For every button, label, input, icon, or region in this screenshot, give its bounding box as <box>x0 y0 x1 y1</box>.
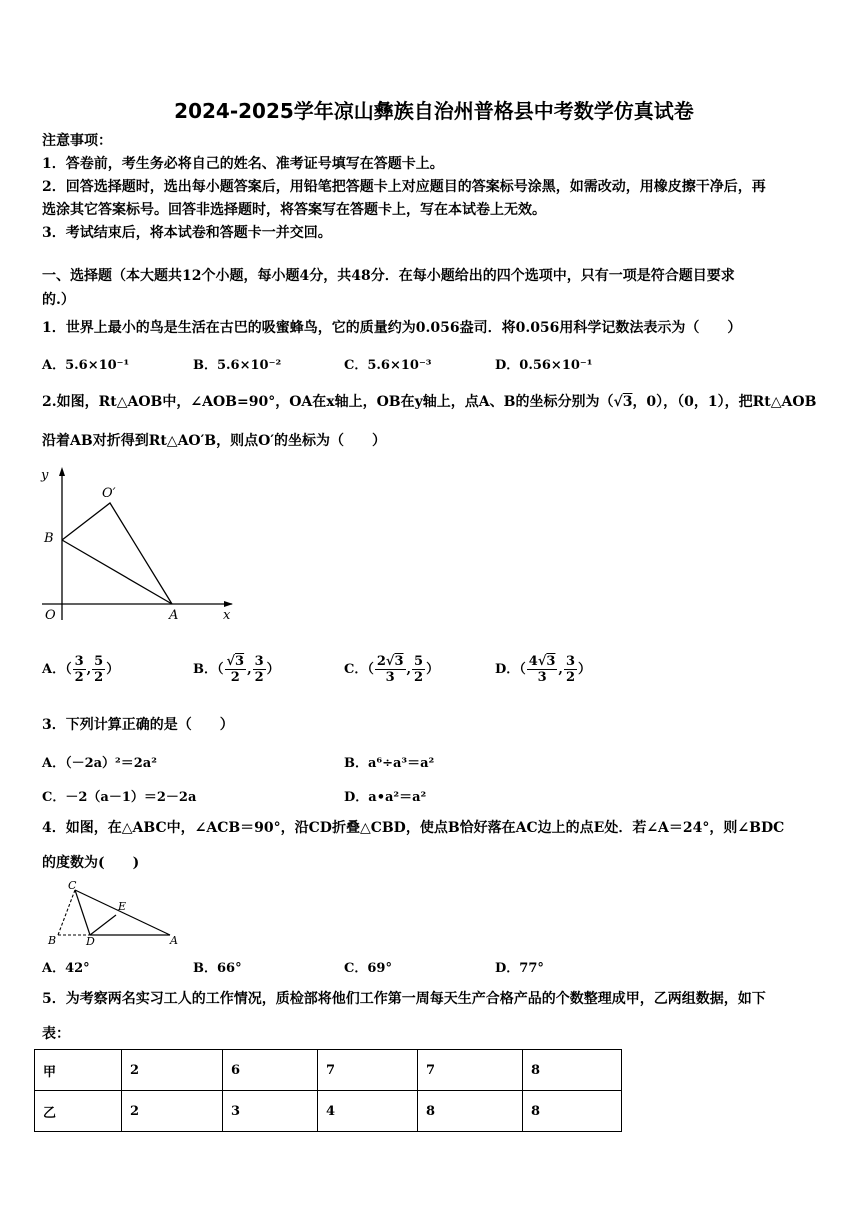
q4-figure <box>44 878 184 948</box>
q4-option-b: B．66° <box>193 961 242 976</box>
fraction <box>73 654 86 685</box>
numerator: 5 <box>414 654 424 669</box>
option-end: ） <box>426 662 440 677</box>
question-1-stem: 1．世界上最小的鸟是生活在古巴的吸蜜蜂鸟，它的质量约为0.056盎司．将0.056用科学记数法表示为（ ） <box>42 320 742 336</box>
option-end: ） <box>106 662 120 677</box>
section-heading-cont: 的.） <box>42 292 75 308</box>
table-cell: 7 <box>418 1050 523 1091</box>
sqrt-radicand: 3 <box>622 394 633 410</box>
table-cell: 8 <box>523 1050 622 1091</box>
label-e: E <box>118 900 127 913</box>
numerator <box>225 654 247 670</box>
sqrt-radicand: 3 <box>394 654 404 669</box>
numerator: 3 <box>565 654 575 669</box>
table-cell: 8 <box>418 1091 523 1132</box>
notice-item: 3．考试结束后，将本试卷和答题卡一并交回。 <box>42 225 332 241</box>
q3-option-b: B．a⁶÷a³＝a² <box>344 756 435 771</box>
fraction <box>564 654 577 685</box>
table-cell: 7 <box>318 1050 418 1091</box>
question-2-stem <box>42 392 816 412</box>
q2-option-d <box>495 654 591 685</box>
notice-item: 选涂其它答案标号。回答非选择题时，将答案写在答题卡上，写在本试卷上无效。 <box>42 202 546 218</box>
denominator: 2 <box>414 670 424 685</box>
coefficient: 2 <box>376 654 386 669</box>
y-axis-arrow <box>59 467 65 476</box>
coefficient: 4 <box>528 654 538 669</box>
numerator: 3 <box>74 654 84 669</box>
triangle-abo-prime <box>62 503 172 604</box>
sqrt-radicand: 3 <box>235 654 245 669</box>
table-cell: 乙 <box>35 1091 122 1132</box>
question-2-stem-cont: 沿着AB对折得到Rt△AO′B，则点O′的坐标为（ ） <box>42 433 387 449</box>
table-cell: 3 <box>223 1091 318 1132</box>
option-end: ） <box>578 662 592 677</box>
option-label: D．（ <box>495 662 526 677</box>
denominator: 2 <box>74 670 84 685</box>
fraction <box>412 654 425 685</box>
option-label: B．（ <box>193 662 224 677</box>
comma: , <box>558 662 563 677</box>
numerator: 5 <box>94 654 104 669</box>
option-label: A．（ <box>42 662 72 677</box>
question-4-stem: 4．如图，在△ABC中，∠ACB＝90°，沿CD折叠△CBD，使点B恰好落在AC边上的点E处．若∠A＝24°，则∠BDC <box>42 820 785 836</box>
q2-option-b <box>193 654 280 685</box>
label-d: D <box>86 935 95 948</box>
q4-option-a: A．42° <box>42 961 90 976</box>
denominator: 3 <box>385 670 395 685</box>
segment-cd <box>75 890 90 935</box>
fraction <box>253 654 266 685</box>
data-table <box>34 1049 622 1132</box>
label-b: B <box>48 934 57 947</box>
denominator: 2 <box>254 670 264 685</box>
notice-heading: 注意事项： <box>42 133 112 149</box>
sqrt-sign: √ <box>226 654 236 669</box>
notice-item: 2．回答选择题时，选出每小题答案后，用铅笔把答题卡上对应题目的答案标号涂黑，如需改动，用橡皮擦干净后，再 <box>42 179 766 195</box>
q4-option-c: C．69° <box>344 961 392 976</box>
sqrt-radicand: 3 <box>546 654 556 669</box>
comma: , <box>86 662 92 677</box>
label-b: B <box>44 531 54 546</box>
label-a: A <box>169 608 179 623</box>
sqrt-sign: √ <box>385 654 395 669</box>
q2-stem-part: ，0），（0，1），把Rt△AOB <box>632 394 817 410</box>
q2-option-c <box>344 654 439 685</box>
sqrt-sign: √ <box>537 654 547 669</box>
q4-option-d: D．77° <box>495 961 544 976</box>
label-y: y <box>41 468 49 483</box>
denominator: 3 <box>537 670 547 685</box>
label-o-prime: O′ <box>102 486 116 501</box>
comma: , <box>406 662 412 677</box>
label-o: O <box>45 608 56 623</box>
table-cell: 8 <box>523 1091 622 1132</box>
notice-item: 1．答卷前，考生务必将自己的姓名、准考证号填写在答题卡上。 <box>42 156 444 172</box>
q3-option-d: D．a•a²＝a² <box>344 790 427 805</box>
q1-option-b: B．5.6×10⁻² <box>193 358 282 373</box>
segment-cb-dashed <box>58 890 75 935</box>
x-axis-arrow <box>224 601 233 607</box>
q1-option-a: A．5.6×10⁻¹ <box>42 358 130 373</box>
question-3-stem: 3．下列计算正确的是（ ） <box>42 717 234 733</box>
numerator <box>375 654 406 670</box>
numerator <box>527 654 558 670</box>
comma: , <box>247 662 252 677</box>
q2-option-a <box>42 654 119 685</box>
sqrt-sign: √ <box>613 394 623 410</box>
section-heading: 一、选择题（本大题共12个小题，每小题4分，共48分．在每小题给出的四个选项中，只有一项是符合题目要求 <box>42 268 735 284</box>
fraction <box>527 654 558 685</box>
fraction <box>92 654 105 685</box>
segment-de <box>90 915 116 935</box>
label-c: C <box>68 879 77 892</box>
fraction <box>225 654 247 685</box>
q3-option-c: C．－2（a－1）＝2－2a <box>42 790 197 805</box>
denominator: 2 <box>94 670 104 685</box>
label-a: A <box>170 934 178 947</box>
label-x: x <box>223 608 231 623</box>
denominator: 2 <box>230 670 240 685</box>
table-row <box>35 1091 622 1132</box>
denominator: 2 <box>565 670 575 685</box>
table-cell: 甲 <box>35 1050 122 1091</box>
option-end: ） <box>266 662 280 677</box>
option-label: C．（ <box>344 662 374 677</box>
table-cell: 4 <box>318 1091 418 1132</box>
table-cell: 6 <box>223 1050 318 1091</box>
q1-option-d: D．0.56×10⁻¹ <box>495 358 593 373</box>
question-5-stem: 5．为考察两名实习工人的工作情况，质检部将他们工作第一周每天生产合格产品的个数整理成甲，乙两组数据，如下 <box>42 991 766 1007</box>
q1-option-c: C．5.6×10⁻³ <box>344 358 432 373</box>
q2-stem-part: 2.如图，Rt△AOB中，∠AOB=90°，OA在x轴上，OB在y轴上，点A、B的坐标分别为（ <box>42 394 614 410</box>
question-4-stem-cont: 的度数为( ) <box>42 855 140 871</box>
fraction <box>375 654 406 685</box>
table-row <box>35 1050 622 1091</box>
question-5-stem-cont: 表： <box>42 1026 70 1042</box>
q3-option-a: A．（－2a）²＝2a² <box>42 756 157 771</box>
page-title: 2024-2025学年凉山彝族自治州普格县中考数学仿真试卷 <box>174 99 694 123</box>
table-cell: 2 <box>122 1091 223 1132</box>
numerator: 3 <box>254 654 264 669</box>
table-cell: 2 <box>122 1050 223 1091</box>
q2-figure <box>36 462 240 626</box>
